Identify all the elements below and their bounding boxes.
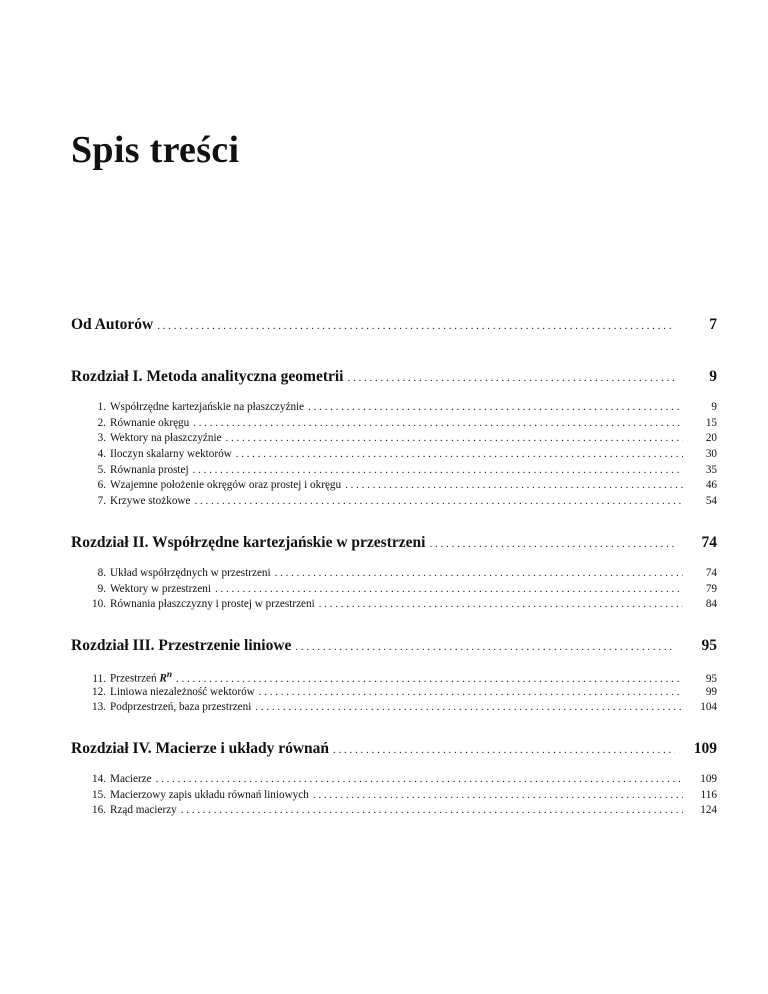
toc-entry-number: 8. (97, 566, 106, 579)
toc-preface[interactable] (71, 316, 717, 338)
toc-entry-page: 9 (711, 401, 717, 413)
toc-entry[interactable] (86, 598, 717, 614)
dot-leader (181, 804, 683, 816)
toc-entry-page: 54 (705, 495, 717, 508)
toc-chapter-page: 9 (709, 368, 717, 385)
toc-entry-number: 9. (97, 582, 106, 595)
dot-leader (319, 598, 683, 610)
toc-entry-number: 5. (97, 463, 106, 476)
dot-leader (259, 686, 683, 698)
toc-entry-page: 35 (705, 463, 717, 476)
dot-leader (236, 448, 683, 460)
dot-leader (176, 673, 683, 685)
toc-entry-label: Równania prostej (110, 463, 189, 476)
toc-entry-label: Podprzestrzeń, baza przestrzeni (110, 701, 252, 714)
toc-entry-page: 124 (700, 804, 717, 817)
toc-entry[interactable] (86, 479, 717, 495)
toc-entry[interactable] (86, 773, 717, 789)
dot-leader (313, 789, 683, 801)
toc-entry-number: 13. (92, 701, 106, 714)
toc-entry[interactable] (86, 701, 717, 717)
dot-leader (157, 320, 675, 332)
toc-entry-page: 20 (705, 432, 717, 445)
toc-entry-number: 10. (92, 598, 106, 611)
toc-chapter-heading[interactable] (71, 534, 717, 556)
toc-chapter-page: 74 (701, 533, 717, 551)
math-r: R (159, 672, 167, 685)
toc-entry-label: Liniowa niezależność wektorów (110, 685, 255, 698)
toc-chapter-label: Rozdział I. Metoda analityczna geometrii (71, 368, 344, 385)
toc-entry-label: Iloczyn skalarny wektorów (110, 448, 232, 461)
toc-entry-page: 30 (705, 448, 717, 461)
toc-entry[interactable] (86, 401, 717, 417)
toc-entry-page: 99 (705, 685, 717, 698)
toc-entry-page: 84 (705, 598, 717, 611)
toc-entry-label: Układ współrzędnych w przestrzeni (110, 566, 271, 579)
toc-entry-label: Równanie okręgu (110, 416, 190, 429)
dot-leader (429, 538, 675, 550)
toc-entry-number: 16. (92, 804, 106, 817)
toc-entry[interactable] (86, 789, 717, 805)
toc-entry[interactable] (86, 448, 717, 464)
toc-entry-number: 11. (92, 672, 106, 685)
toc-entry-label: Współrzędne kartezjańskie na płaszczyźnie (110, 401, 305, 413)
toc-chapter-3 (71, 637, 717, 717)
toc-entry-label: Wektory na płaszczyźnie (110, 432, 222, 445)
toc-entry-label: Wzajemne położenie okręgów oraz prostej i okręgu (110, 479, 342, 492)
toc-entry-label: Rząd macierzy (110, 804, 177, 817)
toc-entry[interactable] (86, 804, 717, 820)
toc-entry[interactable] (86, 464, 717, 480)
toc-entry[interactable] (86, 686, 717, 702)
toc-entry-page: 74 (705, 566, 717, 579)
toc-entry[interactable] (86, 670, 717, 686)
toc-entry-page: 15 (705, 416, 717, 429)
dot-leader (255, 701, 683, 713)
dot-leader (193, 464, 683, 476)
toc-entry-number: 1. (97, 401, 106, 413)
toc-chapter-label: Rozdział IV. Macierze i układy równań (71, 739, 330, 757)
toc-entry-page: 109 (700, 772, 717, 785)
math-superscript-n: n (166, 669, 173, 680)
dot-leader (275, 567, 683, 579)
toc-entry-number: 6. (97, 479, 106, 492)
toc-entry-number: 12. (92, 685, 106, 698)
toc-chapter-heading[interactable] (71, 637, 717, 659)
dot-leader (193, 417, 683, 429)
toc-entry-label: Macierzowy zapis układu równań liniowych (110, 788, 309, 801)
toc-entry[interactable] (86, 567, 717, 583)
toc-entry-number: 7. (97, 495, 106, 508)
toc-entry-number: 4. (97, 448, 106, 461)
toc-chapter-page: 95 (701, 636, 717, 654)
toc-chapter-1 (71, 368, 717, 511)
toc-entry-page: 104 (700, 701, 717, 714)
toc-chapter-label: Rozdział III. Przestrzenie liniowe (71, 636, 292, 654)
dot-leader (215, 583, 683, 595)
toc-entry-number: 14. (92, 772, 106, 785)
toc-entry-number: 15. (92, 788, 106, 801)
toc-entry-label: Równania płaszczyzny i prostej w przestrzeni (110, 598, 315, 611)
dot-leader (333, 744, 675, 756)
toc-entry-number: 2. (97, 416, 106, 429)
toc-entry-page: 95 (705, 672, 717, 685)
toc-entry-page: 116 (700, 788, 717, 801)
dot-leader (347, 372, 675, 384)
dot-leader (226, 432, 683, 444)
toc-entry[interactable] (86, 495, 717, 511)
toc-entry-label: Krzywe stożkowe (110, 495, 191, 508)
toc-preface-page: 7 (709, 316, 717, 333)
toc-entry-label: Przestrzeń (110, 672, 157, 685)
toc-entry[interactable] (86, 583, 717, 599)
dot-leader (295, 641, 675, 653)
toc-chapter-4 (71, 740, 717, 820)
toc-entry[interactable] (86, 417, 717, 433)
toc-entry-label: Wektory w przestrzeni (110, 582, 211, 595)
toc-chapter-label: Rozdział II. Współrzędne kartezjańskie w przestrzeni (71, 533, 426, 551)
dot-leader (156, 773, 683, 785)
toc-chapter-2 (71, 534, 717, 614)
dot-leader (308, 401, 683, 413)
page-title: Spis treści (71, 129, 240, 171)
toc-chapter-heading[interactable] (71, 368, 717, 390)
toc-entry-number: 3. (97, 432, 106, 445)
toc-entry-page: 46 (705, 479, 717, 492)
toc-chapter-page: 109 (693, 739, 717, 757)
dot-leader (345, 479, 683, 491)
toc-chapter-heading[interactable] (71, 740, 717, 762)
toc-entry-page: 79 (705, 582, 717, 595)
toc-preface-label: Od Autorów (71, 316, 154, 333)
table-of-contents (71, 316, 717, 843)
toc-entry[interactable] (86, 432, 717, 448)
dot-leader (194, 495, 683, 507)
toc-entry-label: Macierze (110, 772, 152, 785)
